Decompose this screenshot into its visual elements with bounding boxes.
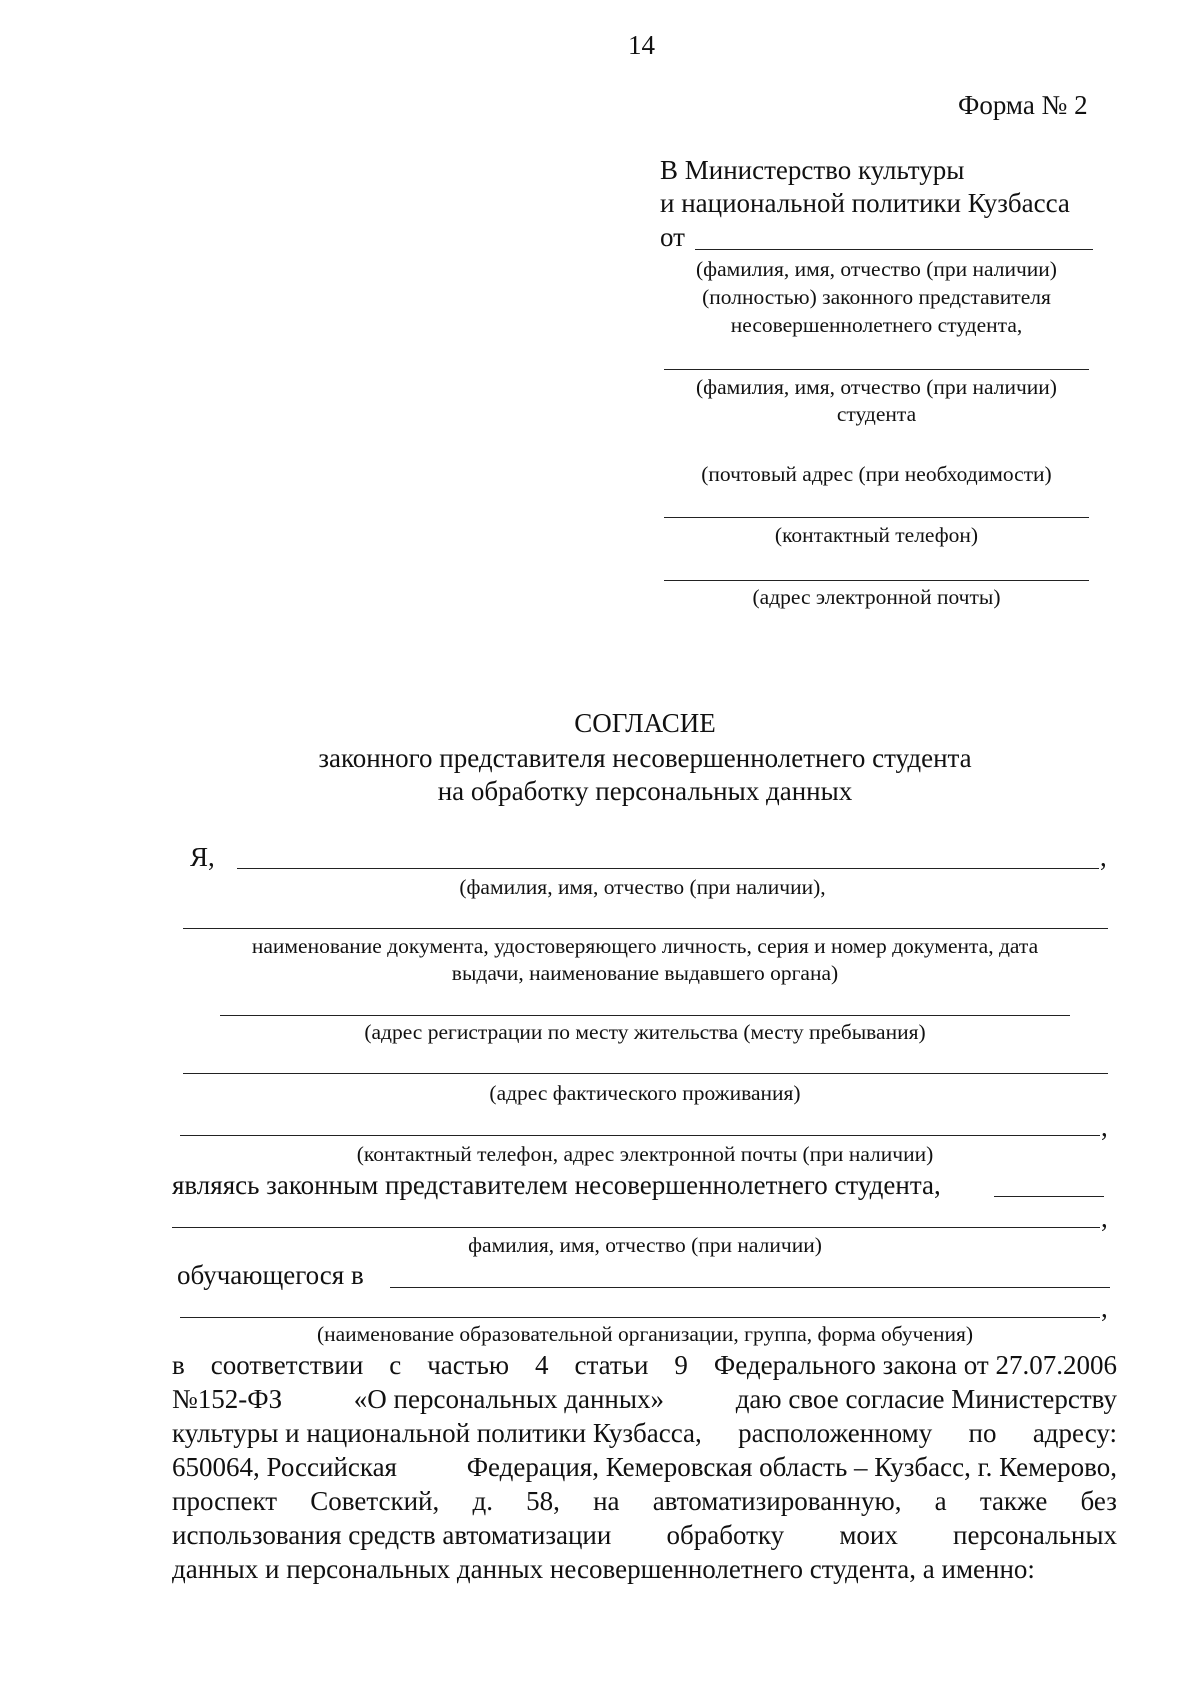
paragraph-line-3: культуры и национальной политики Кузбасса, расположенному по адресу:	[172, 1418, 1117, 1448]
caption-rep-1: (фамилия, имя, отчество (при наличии)	[696, 257, 1057, 281]
paragraph-line-1: в соответствии с частью 4 статьи 9 Федерального закона от 27.07.2006	[172, 1350, 1117, 1380]
caption-postal: (почтовый адрес (при необходимости)	[701, 462, 1052, 486]
caption-actual: (адрес фактического проживания)	[489, 1081, 801, 1105]
title-line-3: на обработку персональных данных	[437, 776, 853, 806]
student-name-blank-line[interactable]	[172, 1227, 1100, 1228]
caption-email: (адрес электронной почты)	[752, 585, 1001, 609]
caption-student-fio: фамилия, имя, отчество (при наличии)	[468, 1233, 822, 1257]
paragraph-line-6: использования средств автоматизации обработку моих персональных	[172, 1520, 1117, 1550]
from-label: от	[660, 222, 685, 252]
fio-blank-line[interactable]	[237, 868, 1099, 869]
caption-student-1: (фамилия, имя, отчество (при наличии)	[696, 375, 1057, 399]
caption-student-2: студента	[836, 402, 917, 426]
email-blank-line[interactable]	[664, 580, 1089, 581]
ya-label: Я,	[190, 842, 215, 872]
comma-3: ,	[1101, 1203, 1108, 1233]
title-line-2: законного представителя несовершеннолетнего студента	[318, 743, 972, 773]
caption-fio: (фамилия, имя, отчество (при наличии),	[459, 875, 826, 899]
title-line-1: СОГЛАСИЕ	[574, 708, 716, 738]
caption-contacts: (контактный телефон, адрес электронной почты (при наличии)	[356, 1142, 934, 1166]
representative-text: являясь законным представителем несовершеннолетнего студента,	[172, 1170, 941, 1200]
student-blank-line[interactable]	[664, 369, 1089, 370]
actual-address-blank-line[interactable]	[183, 1073, 1108, 1074]
organization-blank-line-2[interactable]	[180, 1317, 1100, 1318]
page-number: 14	[628, 30, 655, 60]
addressee-line-2: и национальной политики Кузбасса	[660, 188, 1070, 218]
reg-address-blank-line[interactable]	[220, 1015, 1070, 1016]
caption-org: (наименование образовательной организации, группа, форма обучения)	[316, 1322, 974, 1346]
caption-reg: (адрес регистрации по месту жительства (месту пребывания)	[364, 1020, 926, 1044]
from-blank-line[interactable]	[695, 249, 1093, 250]
comma-2: ,	[1101, 1112, 1108, 1142]
caption-doc-2: выдачи, наименование выдавшего органа)	[451, 961, 839, 985]
paragraph-line-5: проспект Советский, д. 58, на автоматизированную, а также без	[172, 1486, 1117, 1516]
paragraph-line-2: №152-ФЗ «О персональных данных» даю свое согласие Министерству	[172, 1384, 1117, 1414]
comma-1: ,	[1100, 842, 1107, 872]
studying-label: обучающегося в	[177, 1260, 364, 1290]
caption-doc-1: наименование документа, удостоверяющего личность, серия и номер документа, дата	[251, 934, 1039, 958]
addressee-line-1: В Министерство культуры	[660, 155, 965, 185]
contacts-blank-line[interactable]	[180, 1135, 1100, 1136]
paragraph-line-7: данных и персональных данных несовершеннолетнего студента, а именно:	[172, 1554, 1035, 1584]
phone-blank-line[interactable]	[664, 517, 1089, 518]
paragraph-line-4: 650064, Российская Федерация, Кемеровская область – Кузбасс, г. Кемерово,	[172, 1452, 1117, 1482]
form-label: Форма № 2	[958, 90, 1088, 120]
caption-rep-2: (полностью) законного представителя	[702, 285, 1051, 309]
comma-4: ,	[1101, 1293, 1108, 1323]
organization-blank-line[interactable]	[390, 1287, 1110, 1288]
document-blank-line[interactable]	[183, 928, 1108, 929]
caption-phone: (контактный телефон)	[774, 523, 979, 547]
caption-rep-3: несовершеннолетнего студента,	[730, 313, 1023, 337]
student-name-blank-short[interactable]	[994, 1196, 1104, 1197]
